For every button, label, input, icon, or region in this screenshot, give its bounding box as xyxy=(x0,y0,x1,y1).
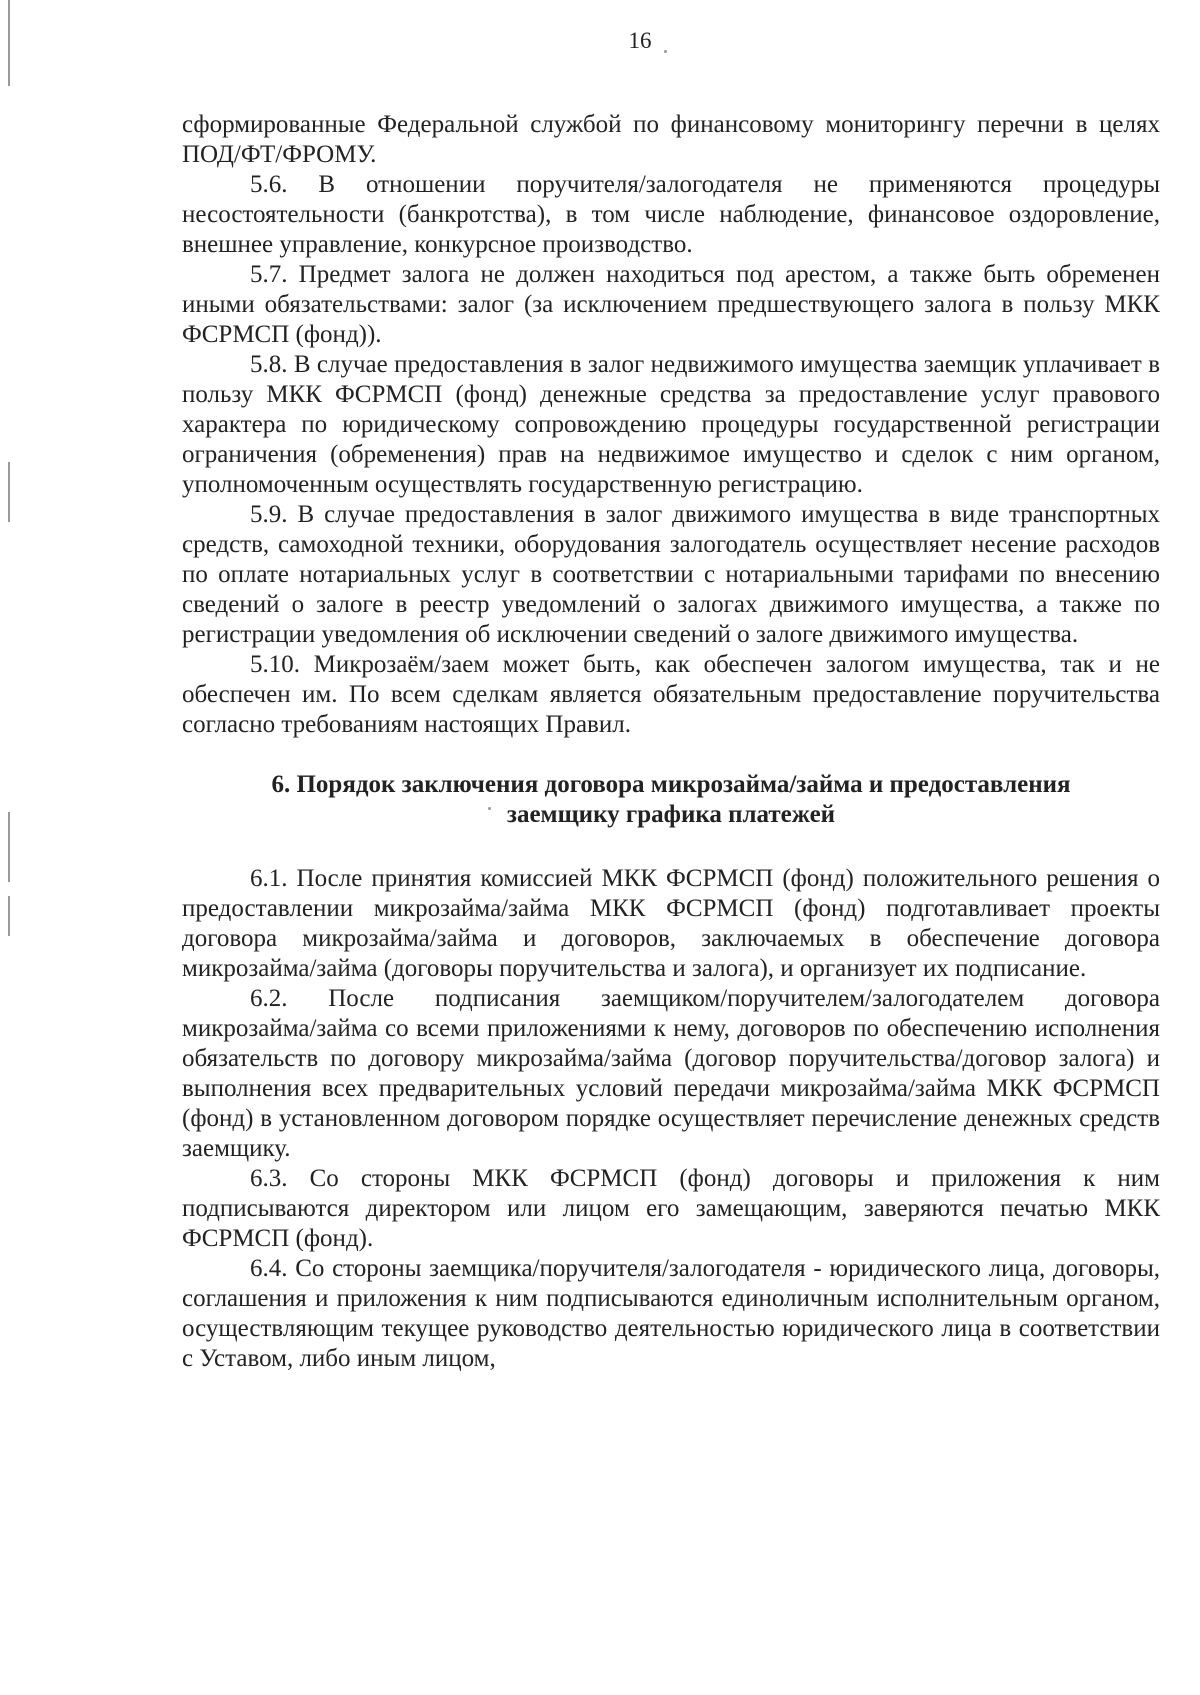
paragraph-6-4: 6.4. Со стороны заемщика/поручителя/залогодателя - юридического лица, договоры, соглашения и приложения к ним подписываются единоличным исполнительным органом, осуществляющим текущее руководство деятельностью юридического лица в соответствии с Уставом, либо иным лицом, xyxy=(182,1255,1160,1372)
scan-margin-mark xyxy=(8,896,10,936)
document-body xyxy=(182,110,1160,1374)
section-heading-6 xyxy=(182,770,1160,830)
section-heading-line-2: заемщику графика платежей xyxy=(506,801,836,828)
paragraph-5-7: 5.7. Предмет залога не должен находиться под арестом, а также быть обременен иными обязательствами: залог (за исключением предшествующего залога в пользу МКК ФСРМСП (фонд)). xyxy=(182,261,1160,348)
paragraph-5-8: 5.8. В случае предоставления в залог недвижимого имущества заемщик уплачивает в пользу МКК ФСРМСП (фонд) денежные средства за предоставление услуг правового характера по юридическому сопровождению процедуры государственной регистрации ограничения (обременения) прав на недвижимое имущество и сделок с ним органом, уполномоченным осуществлять государственную регистрацию. xyxy=(182,351,1160,498)
section-heading-line-1: 6. Порядок заключения договора микрозайма/займа и предоставления xyxy=(271,771,1071,798)
paragraph-continuation: сформированные Федеральной службой по финансовому мониторингу перечни в целях ПОД/ФТ/ФРОМУ. xyxy=(182,111,1160,168)
paragraph-6-2: 6.2. После подписания заемщиком/поручителем/залогодателем договора микрозайма/займа со всеми приложениями к нему, договоров по обеспечению исполнения обязательств по договору микрозайма/займа (договор поручительства/договор залога) и выполнения всех предварительных условий передачи микрозайма/займа МКК ФСРМСП (фонд) в установленном договором порядке осуществляет перечисление денежных средств заемщику. xyxy=(182,985,1160,1162)
paragraph-6-1: 6.1. После принятия комиссией МКК ФСРМСП (фонд) положительного решения о предоставлении микрозайма/займа МКК ФСРМСП (фонд) подготавливает проекты договора микрозайма/займа и договоров, заключаемых в обеспечение договора микрозайма/займа (договоры поручительства и залога), и организует их подписание. xyxy=(182,865,1160,982)
paragraph-5-6: 5.6. В отношении поручителя/залогодателя не применяются процедуры несостоятельности (банкротства), в том числе наблюдение, финансовое оздоровление, внешнее управление, конкурсное производство. xyxy=(182,171,1160,258)
page-number: 16 xyxy=(628,28,652,53)
paragraph-5-10: 5.10. Микрозаём/заем может быть, как обеспечен залогом имущества, так и не обеспечен им. По всем сделкам является обязательным предоставление поручительства согласно требованиям настоящих Правил. xyxy=(182,651,1160,738)
scan-margin-mark xyxy=(8,462,10,522)
paragraph-6-3: 6.3. Со стороны МКК ФСРМСП (фонд) договоры и приложения к ним подписываются директором или лицом его замещающим, заверяются печатью МКК ФСРМСП (фонд). xyxy=(182,1165,1160,1252)
paragraph-5-9: 5.9. В случае предоставления в залог движимого имущества в виде транспортных средств, самоходной техники, оборудования залогодатель осуществляет несение расходов по оплате нотариальных услуг в соответствии с нотариальными тарифами по внесению сведений о залоге в реестр уведомлений о залогах движимого имущества, а также по регистрации уведомления об исключении сведений о залоге движимого имущества. xyxy=(182,501,1160,648)
scan-margin-mark xyxy=(8,812,10,882)
